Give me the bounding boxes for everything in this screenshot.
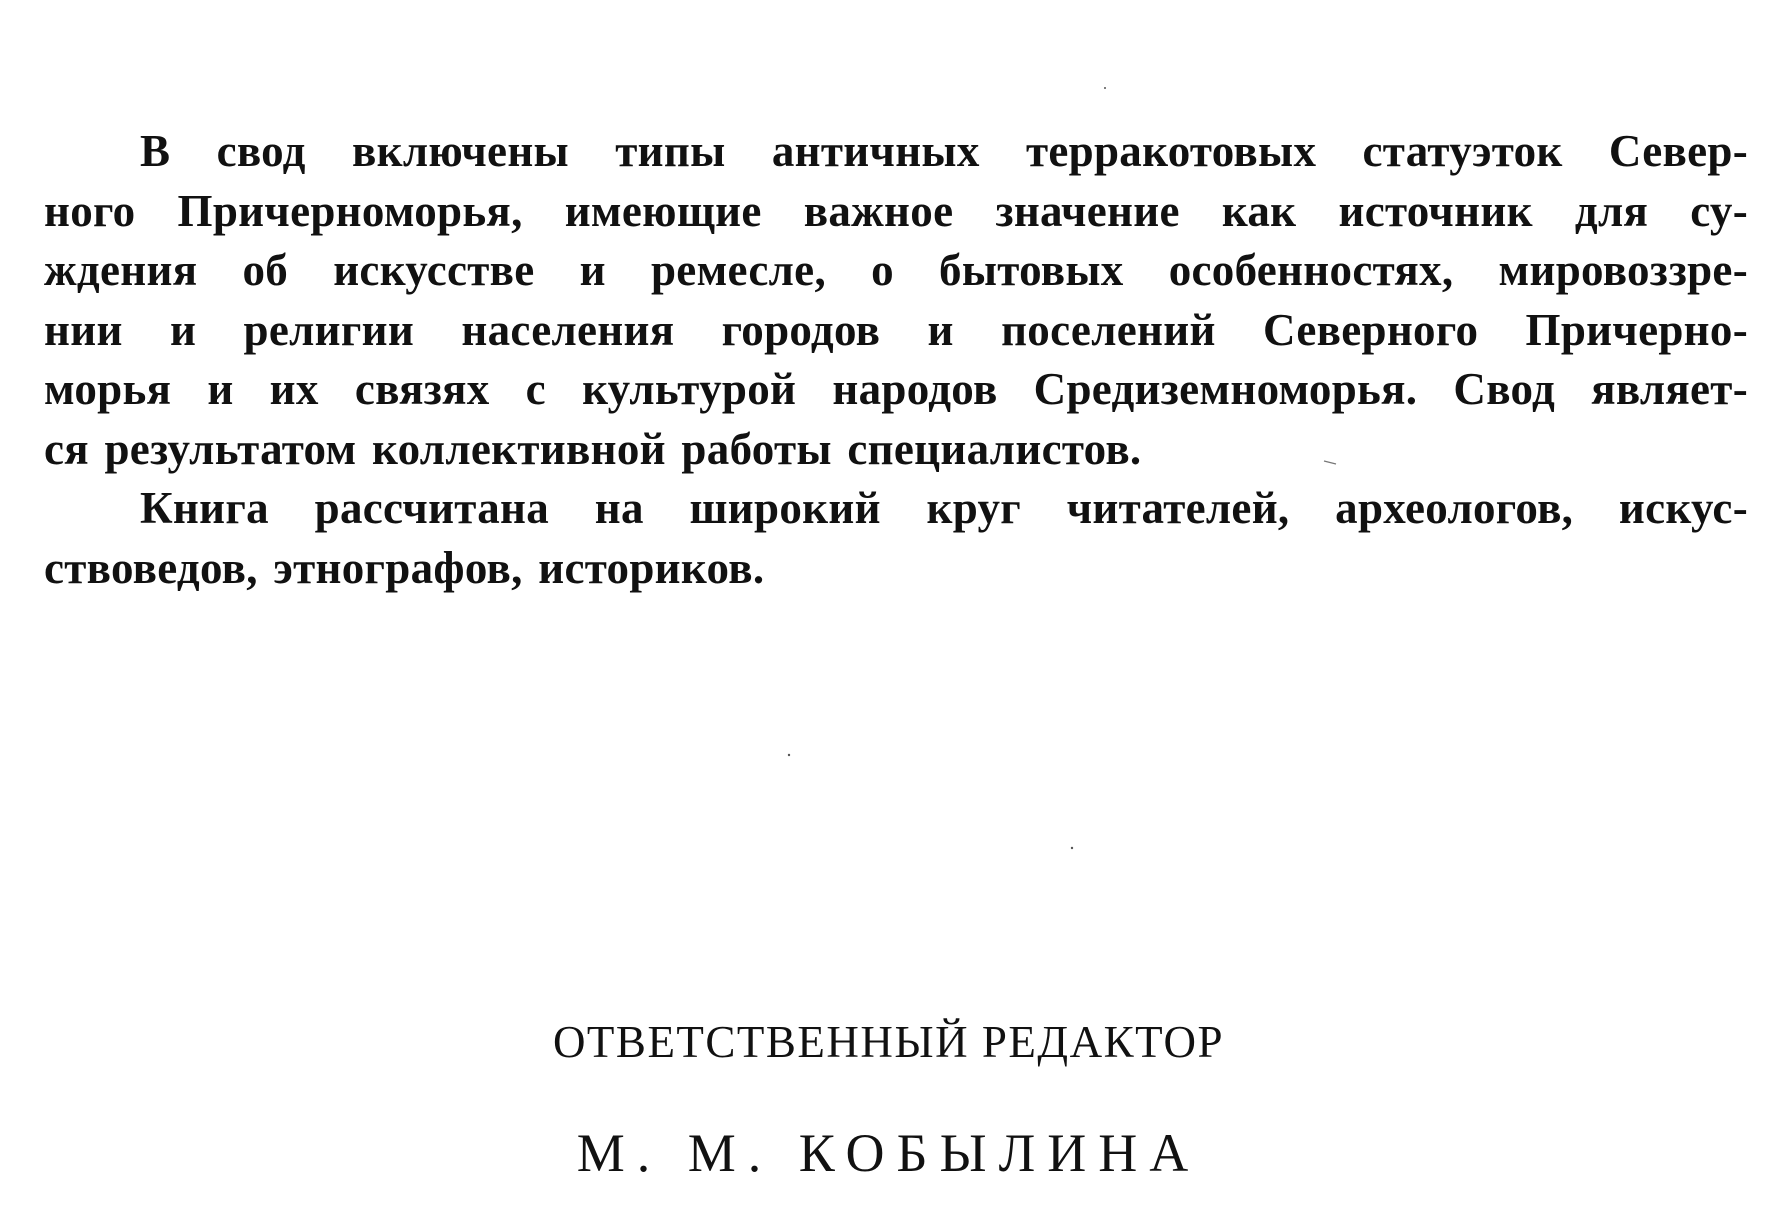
scan-speck — [1071, 847, 1073, 849]
annotation-line: ся результатом коллективной работы специалистов. — [44, 423, 1142, 474]
editor-role-heading: ОТВЕТСТВЕННЫЙ РЕДАКТОР — [552, 1017, 1225, 1067]
annotation-line: ждения об искусстве и ремесле, о бытовых особенностях, мировоззре- — [44, 245, 1748, 295]
annotation-line: нии и религии населения городов и поселений Северного Причерно- — [44, 304, 1748, 355]
annotation-line: В свод включены типы античных терракотовых статуэток Север- — [140, 126, 1748, 176]
annotation-text — [44, 122, 1748, 598]
scan-speck — [1104, 87, 1106, 89]
annotation-line: морья и их связях с культурой народов Средиземноморья. Свод являет- — [44, 364, 1748, 414]
scan-speck — [788, 754, 790, 756]
annotation-line: ного Причерноморья, имеющие важное значение как источник для су- — [44, 185, 1748, 236]
editor-name: М. М. КОБЫЛИНА — [576, 1123, 1201, 1183]
annotation-line: Книга рассчитана на широкий круг читателей, археологов, искус- — [140, 483, 1748, 533]
annotation-line: ствоведов, этнографов, историков. — [44, 542, 765, 593]
